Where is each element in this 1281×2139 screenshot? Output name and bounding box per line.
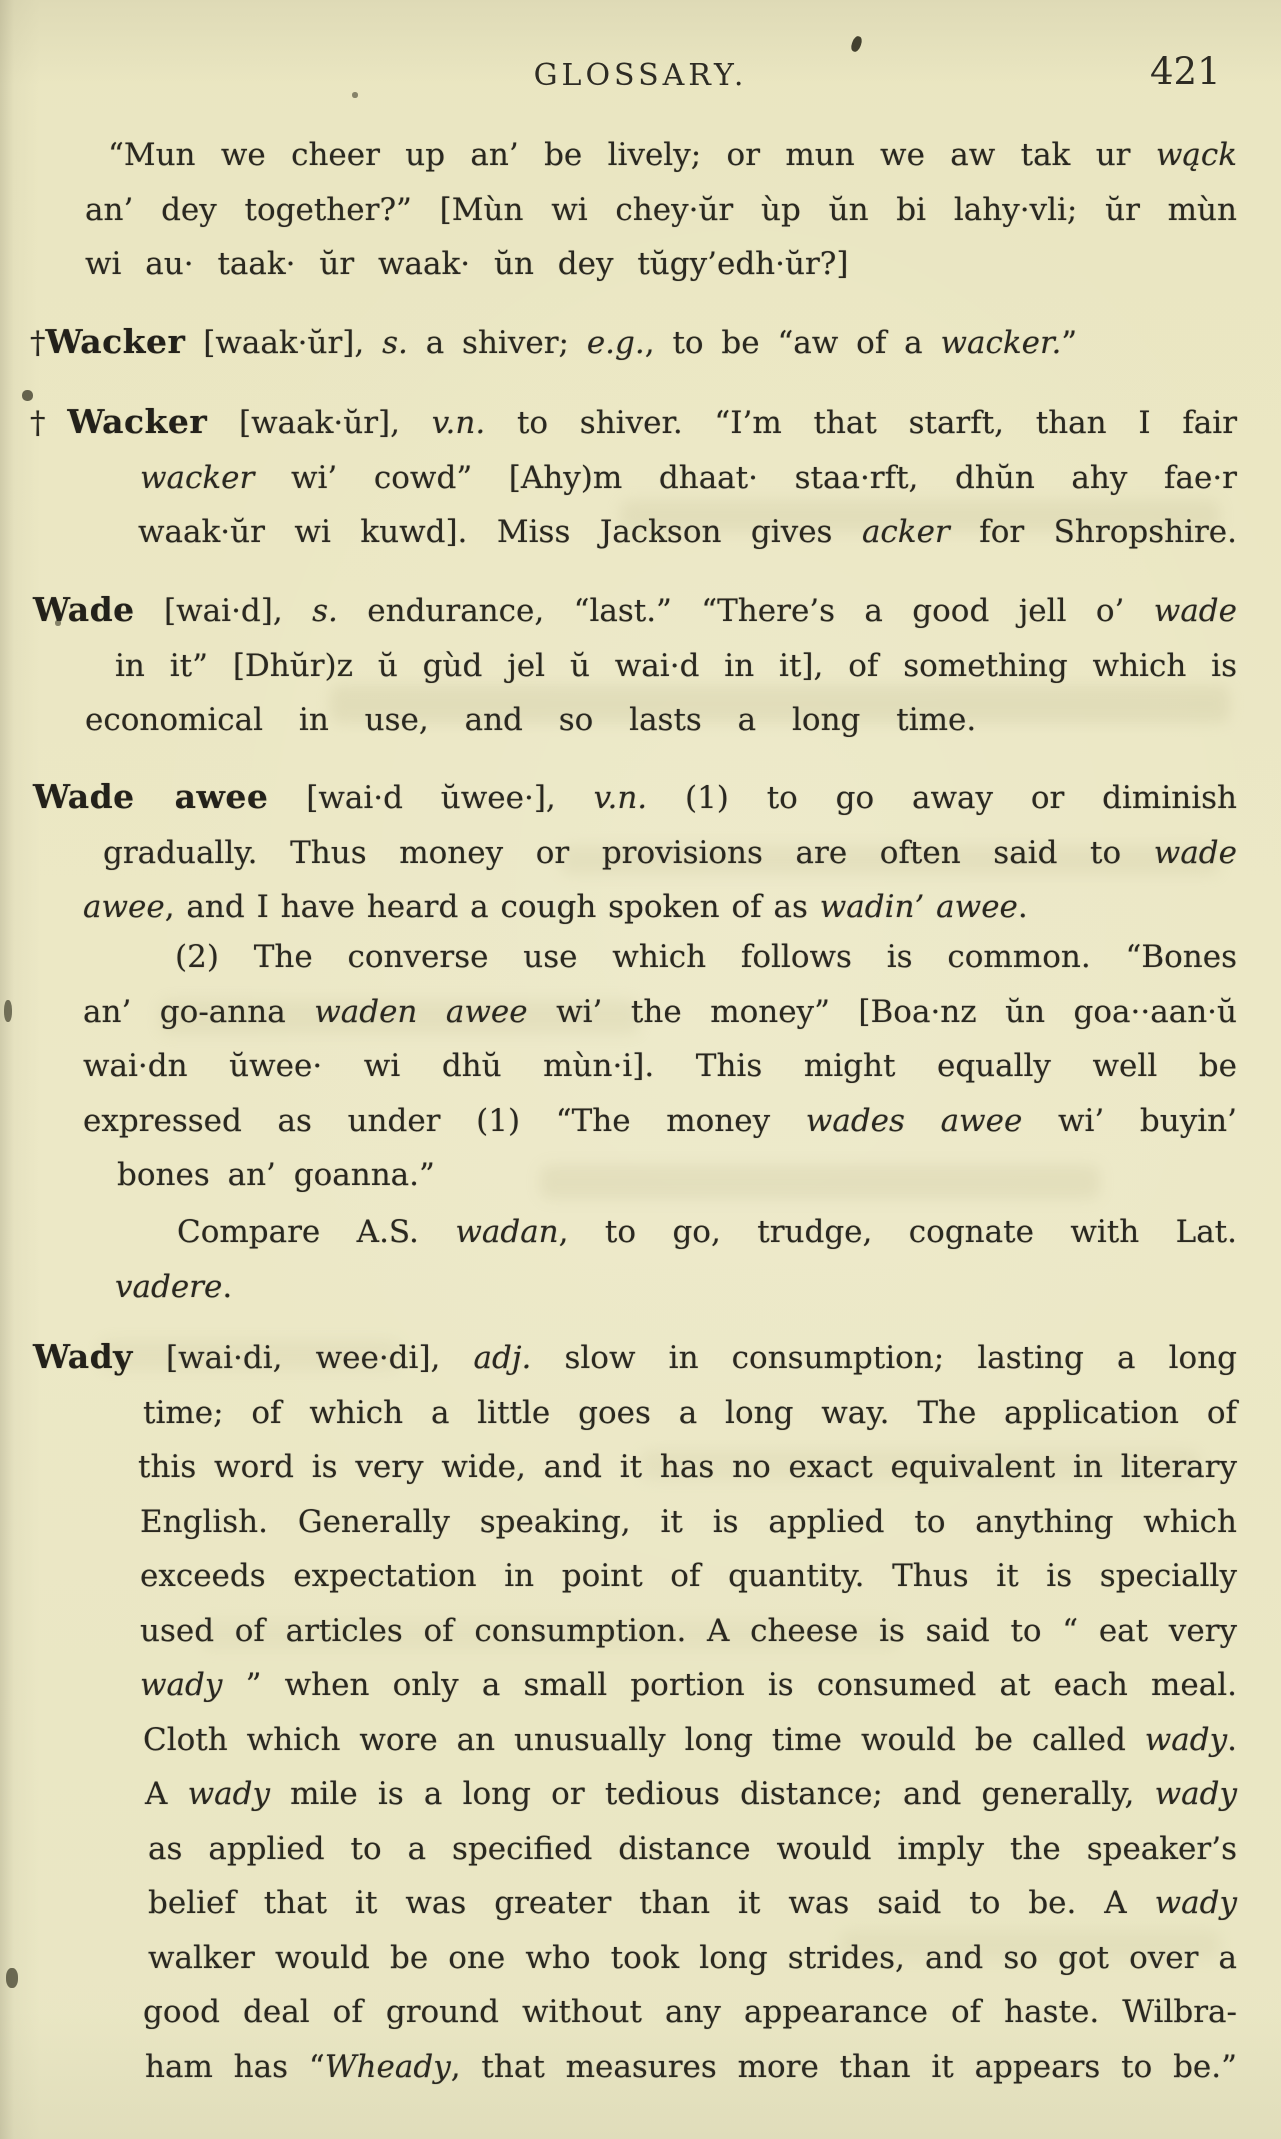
text-segment: ham has “	[145, 2048, 325, 2085]
text-segment: wi’ the money” [Boa·nz ŭn goa··aan·ŭ	[527, 993, 1237, 1030]
text-line	[103, 826, 1237, 881]
text-line	[85, 693, 1237, 748]
text-segment: .	[222, 1268, 233, 1305]
text-segment: acker	[861, 514, 950, 550]
text-segment: exceeds expectation in point of quantity. Thus it is specially	[140, 1558, 1237, 1594]
text-line	[83, 880, 1237, 935]
text-segment: wady	[1144, 1721, 1228, 1758]
text-segment: †	[30, 405, 68, 441]
text-segment: [wai·di, wee·di],	[132, 1340, 474, 1376]
text-segment: in it” [Dhŭr)z ŭ gùd jel ŭ wai·d in it], of something which is	[115, 647, 1237, 684]
text-segment: wai·dn ŭwee· wi dhŭ mùn·i]. This might equally well be	[83, 1048, 1237, 1084]
text-segment: .	[1227, 1721, 1237, 1758]
text-segment: Compare A.S.	[177, 1214, 456, 1250]
text-line	[143, 1386, 1237, 1441]
text-segment: endurance, “last.” “There’s a good jell o’	[337, 593, 1154, 629]
text-segment: , that measures more than it appears to be.”	[450, 2048, 1237, 2085]
text-line	[138, 1440, 1237, 1495]
text-line	[108, 128, 1237, 183]
headword: Wacker	[45, 322, 186, 361]
text-line	[83, 1039, 1237, 1094]
entry-wady	[0, 1330, 1281, 2094]
text-line	[30, 315, 1237, 371]
paragraph-etymology	[0, 1205, 1281, 1314]
text-segment: wady	[187, 1776, 270, 1812]
entry-wacker-noun	[0, 315, 1281, 371]
text-segment: e.g.	[586, 325, 645, 361]
text-line	[138, 505, 1237, 560]
text-line	[33, 583, 1237, 639]
text-line	[85, 183, 1237, 238]
text-segment: used of articles of consumption. A cheese is said to “ eat very	[140, 1612, 1237, 1649]
text-segment: wades awee	[805, 1102, 1023, 1139]
text-line	[140, 1604, 1237, 1659]
text-segment: [wai·d ŭwee·],	[268, 780, 594, 816]
text-segment: awee	[83, 889, 165, 925]
headword: Wady	[33, 1337, 133, 1376]
text-segment: , to be “aw of a	[644, 325, 941, 361]
text-line	[83, 985, 1237, 1040]
text-segment: †	[30, 325, 46, 361]
text-segment: waden awee	[314, 993, 528, 1030]
text-line	[140, 1549, 1237, 1604]
text-line	[175, 930, 1237, 985]
text-segment: wąck	[1155, 137, 1237, 173]
text-segment: good deal of ground without any appearance of haste. Wilbra-	[143, 1994, 1237, 2030]
page-number: 421	[1150, 50, 1221, 93]
text-segment: v.n.	[593, 780, 648, 816]
running-head: GLOSSARY.	[533, 58, 748, 93]
text-line	[33, 1330, 1237, 1386]
text-segment: wady	[1154, 1776, 1237, 1812]
text-segment: Wheady	[324, 2048, 451, 2085]
text-segment: Cloth which wore an unusually long time would be called	[143, 1721, 1145, 1758]
text-segment: wacker.	[940, 325, 1062, 361]
text-segment: English. Generally speaking, it is applied to anything which	[140, 1503, 1237, 1540]
headword: Wade awee	[33, 777, 269, 816]
ink-speck	[850, 35, 864, 53]
text-segment: time; of which a little goes a long way. The application of	[143, 1394, 1237, 1431]
text-line	[148, 1876, 1237, 1931]
text-segment: bones an’ goanna.”	[117, 1157, 435, 1193]
text-line	[33, 770, 1237, 826]
text-segment: belief that it was greater than it was said to be. A	[148, 1885, 1155, 1921]
text-segment: (1) to go away or diminish	[647, 780, 1238, 816]
text-segment: wi’ buyin’	[1022, 1102, 1237, 1139]
text-segment: [waak·ŭr],	[207, 405, 432, 441]
text-segment: wacker	[140, 459, 255, 496]
text-segment: this word is very wide, and it has no exact equivalent in literary	[138, 1449, 1237, 1485]
text-line	[148, 1822, 1237, 1877]
text-segment: wi au· taak· ŭr waak· ŭn dey tŭgy’edh·ŭr?]	[85, 246, 849, 282]
text-segment: , and I have heard a cough spoken of as	[164, 889, 820, 925]
text-line	[143, 1985, 1237, 2040]
text-segment: waak·ŭr wi kuwd]. Miss Jackson gives	[138, 514, 862, 550]
text-line	[140, 1658, 1237, 1713]
text-line	[148, 1931, 1237, 1986]
text-segment: adj.	[473, 1340, 532, 1376]
text-line	[83, 1094, 1237, 1149]
text-segment: wady	[140, 1667, 223, 1703]
text-line	[115, 639, 1237, 694]
text-segment: gradually. Thus money or provisions are often said to	[103, 834, 1154, 871]
text-line	[145, 2040, 1237, 2095]
text-segment: wade	[1153, 834, 1237, 871]
text-line	[177, 1205, 1237, 1260]
text-line	[85, 237, 1237, 292]
text-segment: wadan	[455, 1214, 559, 1250]
text-segment: wadin’ awee	[819, 889, 1018, 925]
text-segment: an’ go-anna	[83, 993, 315, 1030]
text-segment: mile is a long or tedious distance; and generally,	[269, 1776, 1155, 1812]
text-segment: an’ dey together?” [Mùn wi chey·ŭr ùp ŭn bi lahy·vli; ŭr mùn	[85, 191, 1237, 228]
text-segment: vadere	[115, 1268, 223, 1305]
text-line	[140, 451, 1237, 506]
text-segment: as applied to a specified distance would imply the speaker’s	[148, 1830, 1237, 1867]
text-segment: v.n.	[431, 405, 486, 441]
text-segment: [wai·d],	[134, 593, 313, 629]
text-segment: (2) The converse use which follows is common. “Bones	[175, 939, 1237, 975]
headword: Wade	[33, 590, 135, 629]
text-segment: , to go, trudge, cognate with Lat.	[558, 1214, 1237, 1250]
text-segment: wi’ cowd” [Ahy)m dhaat· staa·rft, dhŭn ahy fae·r	[254, 459, 1237, 496]
text-segment: s.	[382, 325, 408, 361]
text-segment: economical in use, and so lasts a long time.	[85, 702, 977, 738]
text-line	[143, 1713, 1237, 1768]
text-segment: slow in consumption; lasting a long	[531, 1340, 1238, 1376]
text-segment: a shiver;	[407, 325, 587, 361]
text-segment: ” when only a small portion is consumed at each meal.	[222, 1667, 1237, 1703]
text-segment: ”	[1061, 325, 1078, 361]
text-segment: [waak·ŭr],	[185, 325, 383, 361]
headword: Wacker	[67, 402, 208, 441]
text-segment: “Mun we cheer up an’ be lively; or mun we aw tak ur	[108, 137, 1156, 173]
text-segment: .	[1017, 889, 1028, 925]
text-line	[117, 1148, 1237, 1203]
entry-wade	[0, 583, 1281, 748]
text-line	[140, 1495, 1237, 1550]
text-segment: for Shropshire.	[949, 514, 1238, 550]
paragraph-sense-2	[0, 930, 1281, 1203]
text-line	[145, 1767, 1237, 1822]
text-segment: A	[145, 1776, 188, 1812]
text-segment: to shiver. “I’m that starft, than I fair	[485, 405, 1238, 441]
text-segment: s.	[312, 593, 338, 629]
continuation-paragraph	[0, 128, 1281, 292]
text-segment: walker would be one who took long strides, and so got over a	[148, 1939, 1237, 1976]
entry-wacker-verb	[0, 395, 1281, 560]
text-segment: expressed as under (1) “The money	[83, 1102, 806, 1139]
text-segment: wade	[1153, 593, 1237, 629]
text-segment: wady	[1154, 1885, 1237, 1921]
text-line	[30, 395, 1237, 451]
entry-wade-awee	[0, 770, 1281, 935]
text-line	[115, 1260, 1237, 1315]
